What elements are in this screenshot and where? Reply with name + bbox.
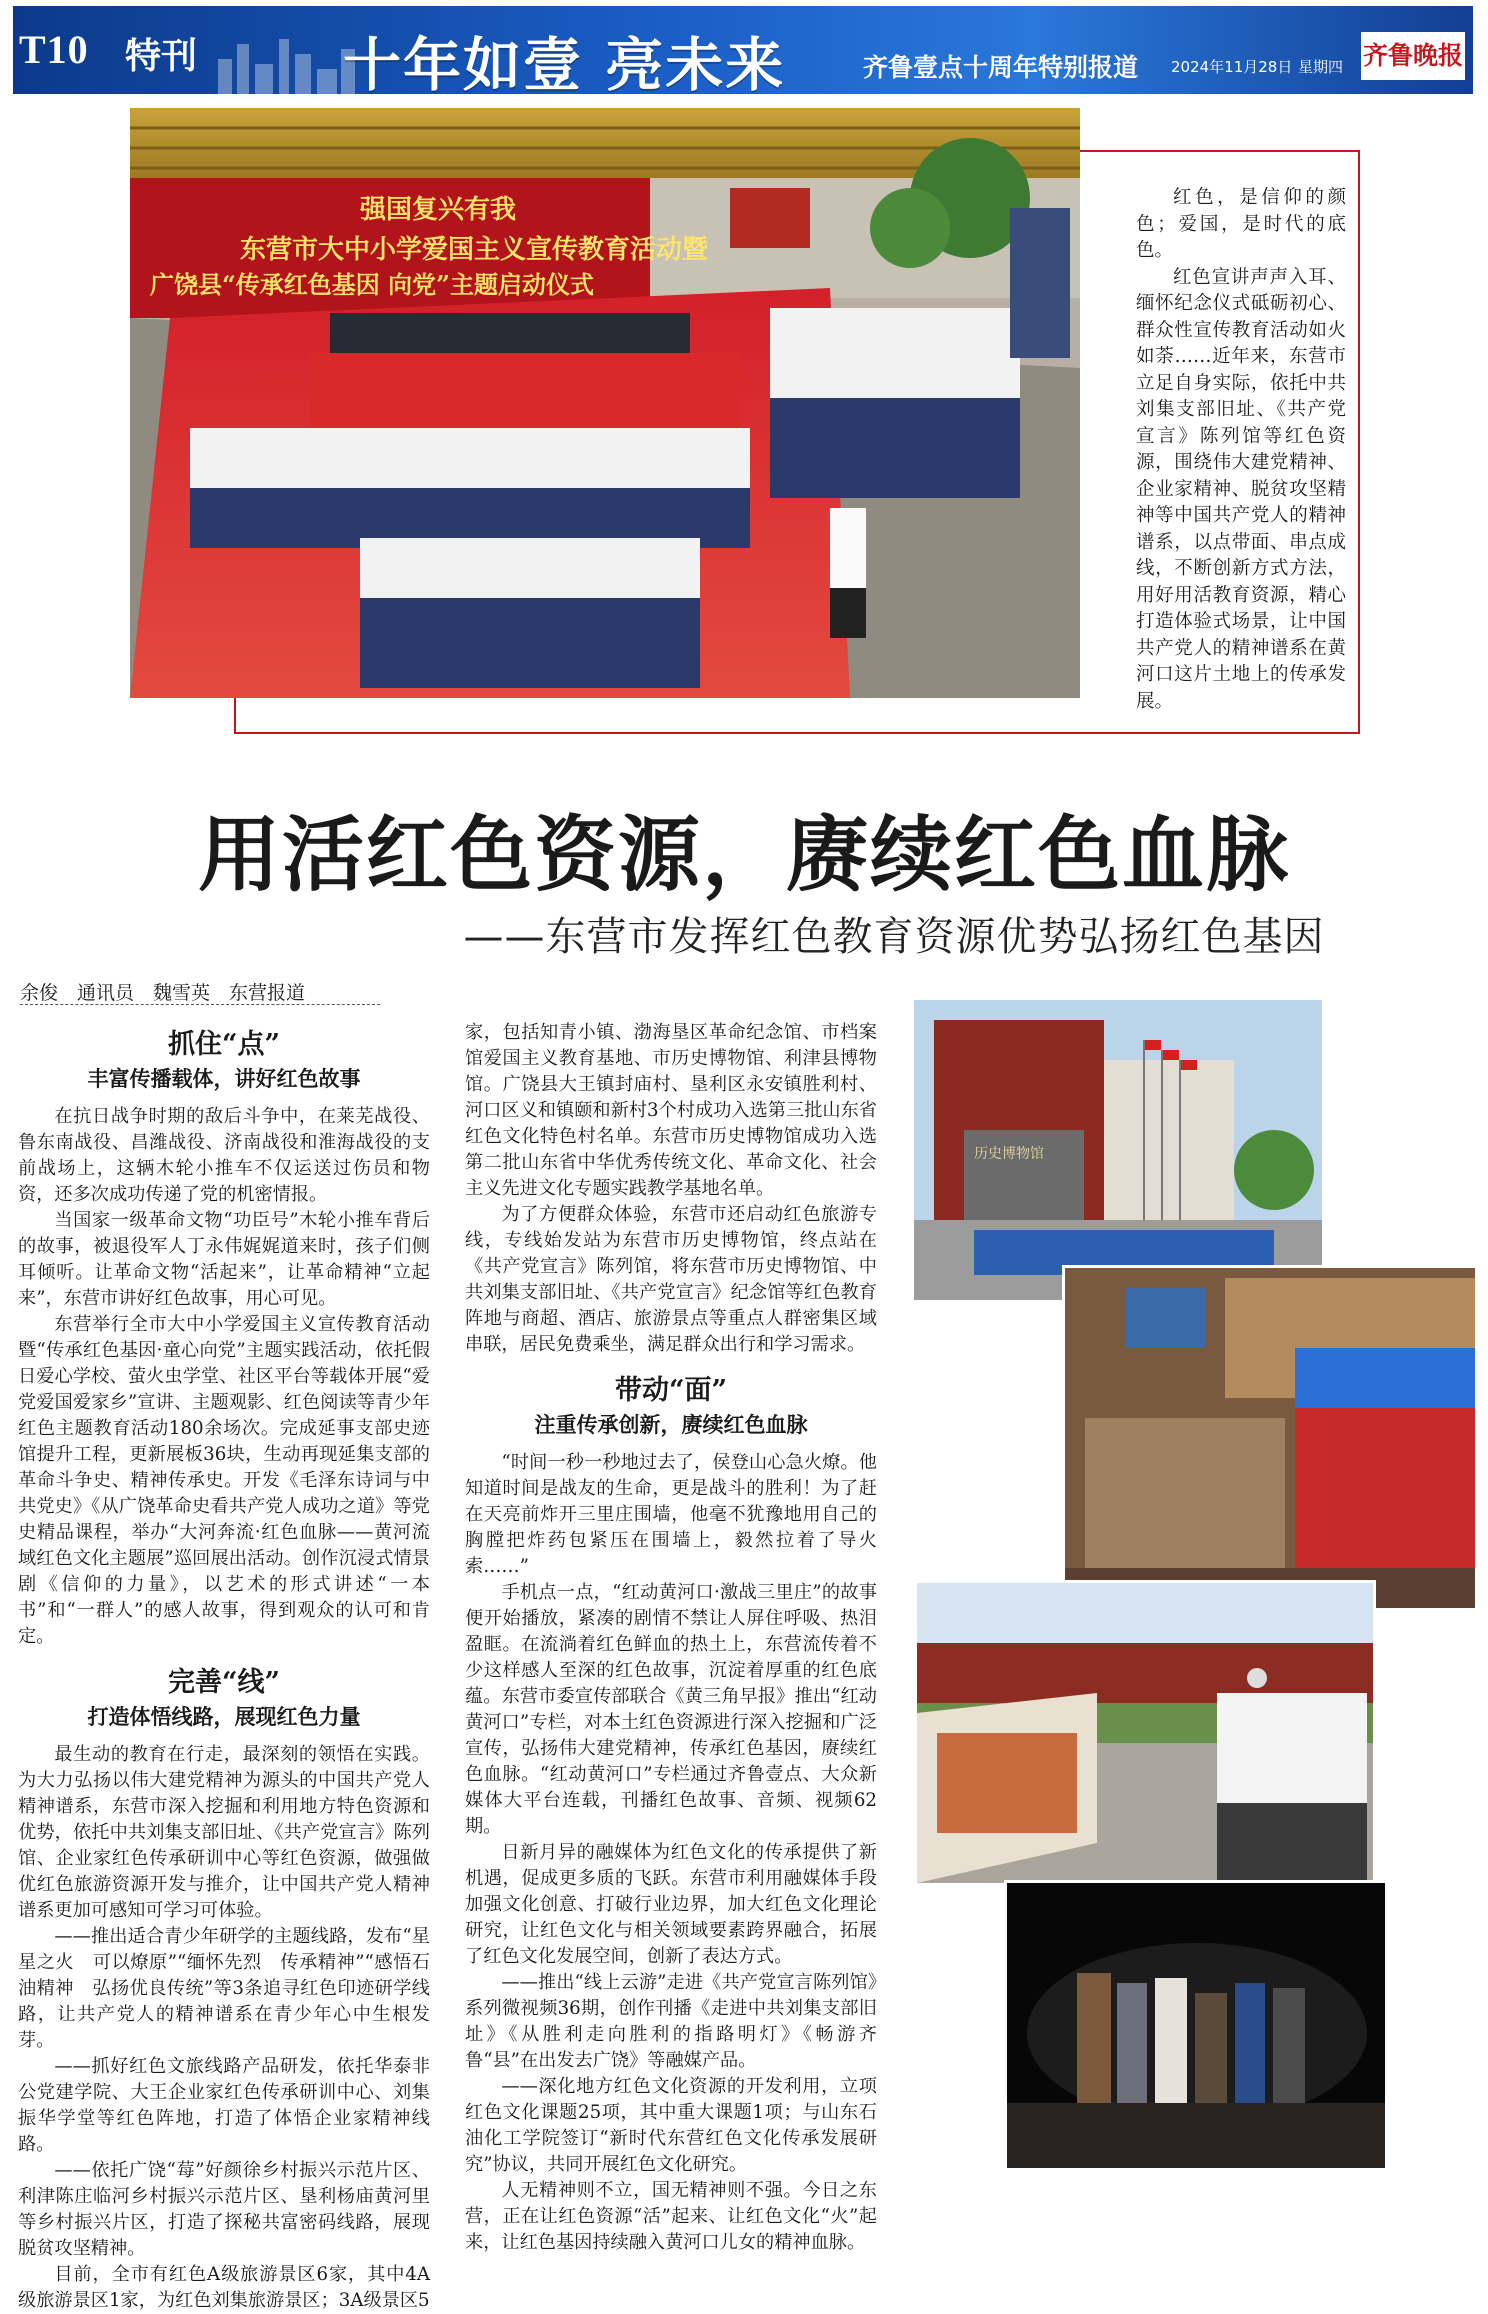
- paragraph: 为了方便群众体验，东营市还启动红色旅游专线，专线始发站为东营市历史博物馆，终点站在《共产党宣言》陈列馆，将东营市历史博物馆、中共刘集支部旧址、《共产党宣言》纪念馆等红色教育阵地与商超、酒店、旅游景点等重点人群密集区域串联，居民免费乘坐，满足群众出行和学习需求。: [465, 1204, 877, 1355]
- byline-divider: [20, 1004, 380, 1005]
- subheadline-text: ——东营市发挥红色教育资源优势弘扬红色基因: [463, 914, 1325, 960]
- banner-line-3: 广饶县“传承红色基因 向党”主题启动仪式: [150, 270, 594, 299]
- section-name: 特刊: [125, 35, 198, 77]
- paragraph: ——抓好红色文旅线路产品研发，依托华泰非公党建学院、大王企业家红色传承研训中心、刘集振华学堂等红色阵地，打造了体悟企业家精神线路。: [18, 2056, 430, 2155]
- paragraph: ——推出适合青少年研学的主题线路，发布“星星之火 可以燎原”“缅怀先烈 传承精神”“感悟石油精神 弘扬优良传统”等3条追寻红色印迹研学线路，让共产党人的精神谱系在青少年心中生根发芽。: [18, 1926, 430, 2051]
- paragraph: 家，包括知青小镇、渤海垦区革命纪念馆、市档案馆爱国主义教育基地、市历史博物馆、利津县博物馆。广饶县大王镇封庙村、垦利区永安镇胜利村、河口区义和镇颐和新村3个村成功入选第三批山东省红色文化特色村名单。东营市历史博物馆成功入选第二批山东省中华优秀传统文化、革命文化、社会主义先进文化专题实践教学基地名单。: [465, 1022, 877, 1199]
- banner-subtitle: 齐鲁壹点十周年特别报道: [863, 53, 1139, 82]
- banner-line-2: 东营市大中小学爱国主义宣传教育活动暨: [240, 235, 709, 265]
- page-number: T10: [19, 27, 89, 72]
- section-subtitle: 注重传承创新，赓续红色血脉: [534, 1413, 808, 1437]
- paragraph: 日新月异的融媒体为红色文化的传承提供了新机遇，促成更多质的飞跃。东营市利用融媒体手段加强文化创意、打破行业边界，加大红色文化理论研究，让红色文化与相关领域要素跨界融合，拓展了红色文化发展空间，创新了表达方式。: [465, 1842, 877, 1967]
- banner-line-1: 强国复兴有我: [360, 195, 517, 225]
- intro-paragraph: 红色，是信仰的颜色；爱国，是时代的底色。: [1136, 187, 1346, 261]
- article-column-1: [18, 1012, 430, 2314]
- byline: 余俊 通讯员 魏雪英 东营报道: [20, 982, 306, 1004]
- paragraph: 最生动的教育在行走，最深刻的领悟在实践。为大力弘扬以伟大建党精神为源头的中国共产党人精神谱系，东营市深入挖掘和利用地方特色资源和优势，依托中共刘集支部旧址、《共产党宣言》陈列馆、企业家红色传承研训中心等红色资源，做强做优红色旅游资源开发与推介，让中国共产党人精神谱系更加可感知可学习可体验。: [18, 1744, 430, 1921]
- paragraph: 在抗日战争时期的敌后斗争中，在莱芜战役、鲁东南战役、昌潍战役、济南战役和淮海战役的支前战场上，这辆木轮小推车不仅运送过伤员和物资，还多次成功传递了党的机密情报。: [18, 1106, 430, 1205]
- stage-drama-photo: [1004, 1880, 1388, 2171]
- article-headline: 用活红色资源，赓续红色血脉: [197, 807, 1290, 903]
- paragraph: 当国家一级革命文物“功臣号”木轮小推车背后的故事，被退役军人丁永伟娓娓道来时，孩子们侧耳倾听。让革命文物“活起来”，让革命精神“立起来”，东营市讲好红色故事，用心可见。: [18, 1210, 430, 1309]
- intro-text: [1136, 185, 1346, 715]
- ceremony-photo: [130, 108, 1080, 698]
- paragraph: 东营举行全市大中小学爱国主义宣传教育活动暨“传承红色基因·童心向党”主题实践活动，依托假日爱心学校、萤火虫学堂、社区平台等载体开展“爱党爱国爱家乡”宣讲、主题观影、红色阅读等青少年红色主题教育活动180余场次。完成延事支部史迹馆提升工程，更新展板36块，生动再现延集支部的革命斗争史、精神传承史。开发《毛泽东诗词与中共党史》《从广饶革命史看共产党人成功之道》等党史精品课程，举办“大河奔流·红色血脉——黄河流域红色文化主题展”巡回展出活动。创作沉浸式情景剧《信仰的力量》，以艺术的形式讲述“一本书”和“一群人”的感人故事，得到观众的认可和肯定。: [18, 1314, 430, 1647]
- intro-paragraph: 红色宣讲声声入耳、缅怀纪念仪式砥砺初心、群众性宣传教育活动如火如荼……近年来，东营市立足自身实际，依托中共刘集支部旧址、《共产党宣言》陈列馆等红色资源，围绕伟大建党精神、企业家精神、脱贫攻坚精神等中国共产党人的精神谱系，以点带面、串点成线，不断创新方式方法，用好用活教育资源，精心打造体验式场景，让中国共产党人的精神谱系在黄河口这片土地上的传承发展。: [1136, 266, 1346, 712]
- paragraph: 手机点一点，“红动黄河口·激战三里庄”的故事便开始播放，紧凑的剧情不禁让人屏住呼吸、热泪盈眶。在流淌着红色鲜血的热土上，东营流传着不少这样感人至深的红色故事，沉淀着厚重的红色底蕴。东营市委宣传部联合《黄三角早报》推出“红动黄河口”专栏，对本土红色资源进行深入挖掘和广泛宣传，弘扬伟大建党精神，传承红色基因，赓续红色血脉。“红动黄河口”专栏通过齐鲁壹点、大众新媒体大平台连载，刊播红色故事、音频、视频62期。: [465, 1582, 877, 1837]
- outdoor-exhibit-photo: [914, 1580, 1376, 1886]
- skyline-graphic: [213, 34, 363, 94]
- paragraph: ——依托广饶“莓”好颜徐乡村振兴示范片区、利津陈庄临河乡村振兴示范片区、垦利杨庙黄河里等乡村振兴片区，打造了探秘共富密码线路，展现脱贫攻坚精神。: [18, 2160, 430, 2259]
- banner-title: 十年如壹 亮未来: [343, 31, 786, 94]
- paragraph: 人无精神则不立，国无精神则不强。今日之东营，正在让红色资源“活”起来、让红色文化“火”起来，让红色基因持续融入黄河口儿女的精神血脉。: [465, 2180, 877, 2253]
- paragraph: ——深化地方红色文化资源的开发利用，立项红色文化课题25项，其中重大课题1项；与山东石油化工学院签订“新时代东营红色文化传承发展研究”协议，共同开展红色文化研究。: [465, 2076, 877, 2175]
- section-title: 完善“线”: [167, 1667, 281, 1698]
- building-sign: 历史博物馆: [974, 1146, 1044, 1162]
- paper-logo: 齐鲁晚报: [1361, 32, 1465, 80]
- exhibit-hall-photo: [1062, 1265, 1478, 1611]
- paragraph: 目前，全市有红色A级旅游景区6家，其中4A级旅游景区1家，为红色刘集旅游景区；3A级景区5: [18, 2264, 430, 2311]
- section-title: 带动“面”: [614, 1375, 728, 1406]
- museum-photo: [914, 1000, 1322, 1300]
- issue-date: 2024年11月28日: [1171, 58, 1293, 76]
- section-title: 抓住“点”: [167, 1029, 281, 1060]
- paragraph: “时间一秒一秒地过去了，侯登山心急火燎。他知道时间是战友的生命，更是战斗的胜利！为了赶在天亮前炸开三里庄围墙，他毫不犹豫地用自己的胸膛把炸药包紧压在围墙上，毅然拉着了导火索……”: [465, 1452, 877, 1577]
- masthead: [13, 6, 1473, 94]
- article-subheadline: [0, 905, 1488, 962]
- article-column-2: [465, 1020, 877, 2256]
- paragraph: ——推出“线上云游”走进《共产党宣言陈列馆》系列微视频36期，创作刊播《走进中共刘集支部旧址》《从胜利走向胜利的指路明灯》《畅游齐鲁“县”在出发去广饶》等融媒产品。: [465, 1972, 877, 2071]
- section-subtitle: 丰富传播载体，讲好红色故事: [87, 1067, 361, 1091]
- section-subtitle: 打造体悟线路，展现红色力量: [87, 1705, 361, 1729]
- issue-weekday: 星期四: [1298, 58, 1344, 76]
